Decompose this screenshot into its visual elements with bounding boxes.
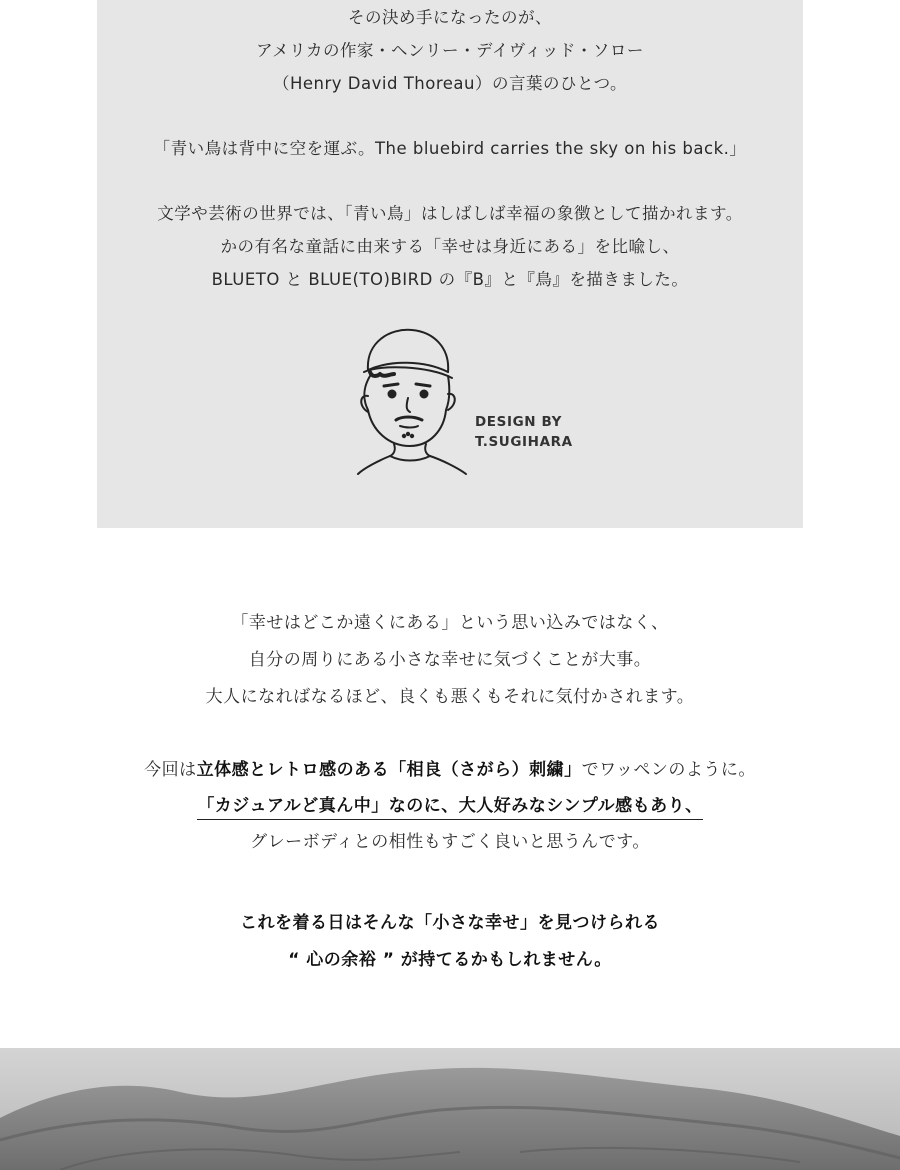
message-line: 自分の周りにある小さな幸せに気づくことが大事。 — [248, 650, 652, 670]
story-intro-line: その決め手になったのが、 — [348, 8, 552, 27]
story-explanation-line: BLUETO と BLUE(TO)BIRD の『B』と『鳥』を描きました。 — [211, 270, 689, 289]
gray-sweatshirt-collar-photo — [0, 1048, 900, 1170]
message-line: 「幸せはどこか遠くにある」という思い込みではなく、 — [231, 613, 669, 633]
embroidery-suffix: でワッペンのように。 — [581, 760, 756, 780]
designer-credit — [475, 412, 573, 452]
credit-label: DESIGN BY — [475, 414, 562, 430]
casual-highlight: 「カジュアルど真ん中」なのに、大人好みなシンプル感もあり、 — [197, 796, 702, 820]
story-intro-line: （Henry David Thoreau）の言葉のひとつ。 — [273, 74, 627, 93]
story-explanation-line: かの有名な童話に由来する「幸せは身近にある」を比喩し、 — [220, 237, 680, 256]
embroidery-line-2 — [0, 795, 900, 817]
designer-name: T.SUGIHARA — [475, 434, 573, 450]
embroidery-highlight: 立体感とレトロ感のある「相良（さがら）刺繍」 — [196, 760, 582, 780]
embroidery-prefix: 今回は — [144, 760, 197, 780]
designer-portrait-illustration — [350, 322, 480, 482]
closing-line: これを着る日はそんな「小さな幸せ」を見つけられる — [240, 913, 660, 933]
story-explanation-line: 文学や芸術の世界では、「青い鳥」はしばしば幸福の象徴として描かれます。 — [157, 204, 743, 223]
embroidery-line-3: グレーボディとの相性もすごく良いと思うんです。 — [250, 832, 650, 852]
bluebird-quote: 「青い鳥は背中に空を運ぶ。The bluebird carries the sky on his back.」 — [153, 139, 747, 158]
message-line: 大人になればなるほど、良くも悪くもそれに気付かされます。 — [205, 687, 695, 707]
closing-line: “ 心の余裕 ” が持てるかもしれません。 — [288, 950, 612, 970]
story-intro-line: アメリカの作家・ヘンリー・デイヴィッド・ソロー — [256, 41, 644, 60]
embroidery-line-1 — [0, 759, 900, 781]
